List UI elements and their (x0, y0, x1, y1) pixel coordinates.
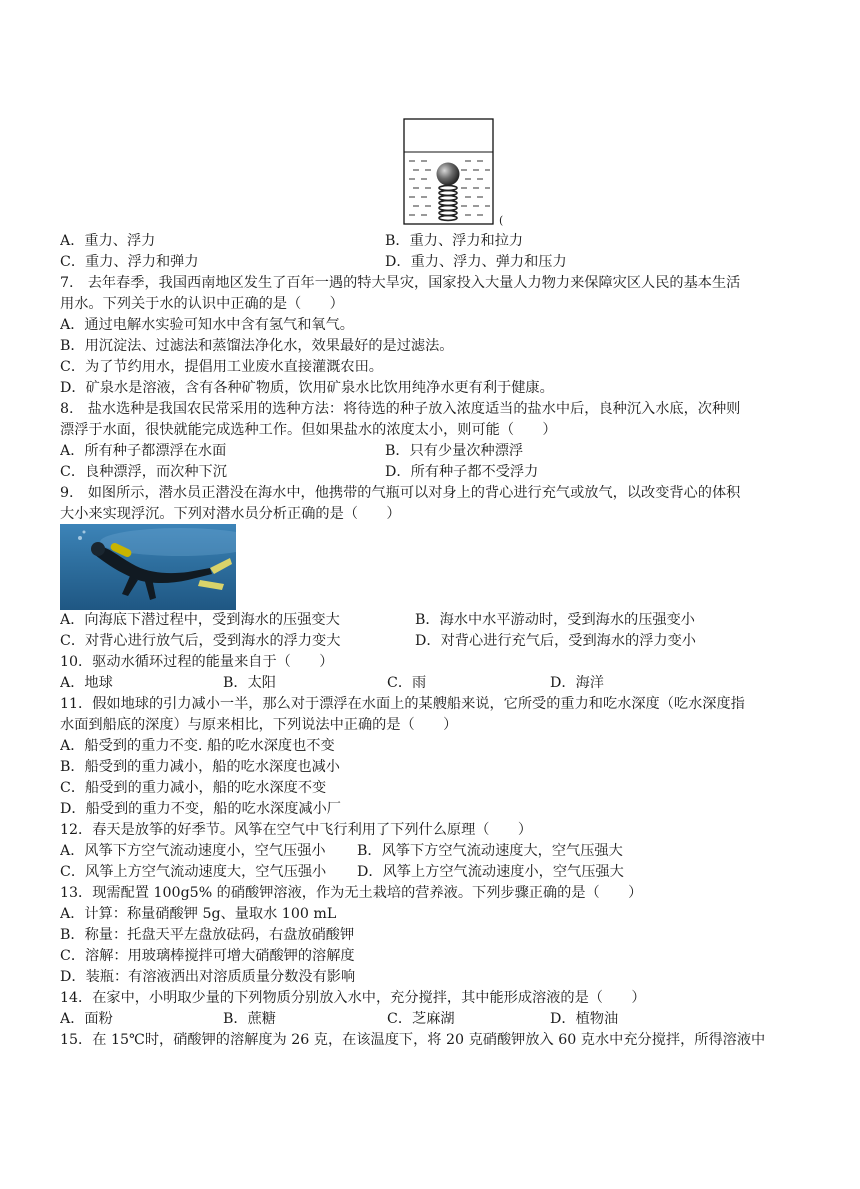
q6-option-b: B．重力、浮力和拉力 (385, 233, 524, 249)
q12-options-row1 (60, 841, 800, 862)
q12-options-row2 (60, 862, 800, 883)
q9-options-row1 (60, 610, 800, 631)
q6-option-a: A．重力、浮力 (60, 233, 156, 249)
q10-option-b: B．太阳 (223, 675, 276, 691)
q6-options-row1 (60, 231, 800, 252)
q9-option-c: C．对背心进行放气后，受到海水的浮力变大 (60, 633, 341, 649)
q13-option-d: D．装瓶：有溶液洒出对溶质质量分数没有影响 (60, 969, 356, 985)
q13-option-b: B．称量：托盘天平左盘放砝码，右盘放硝酸钾 (60, 927, 355, 943)
q8-option-d: D．所有种子都不受浮力 (385, 464, 539, 480)
q11-option-a: A．船受到的重力不变. 船的吃水深度也不变 (60, 738, 335, 754)
diver-photo (60, 524, 236, 610)
q14-option-d: D．植物油 (550, 1011, 619, 1027)
q13-option-c: C．溶解：用玻璃棒搅拌可增大硝酸钾的溶解度 (60, 948, 355, 964)
diver-illustration (60, 524, 236, 610)
q9-stem-line1: 9. 如图所示，潜水员正潜没在海水中，他携带的气瓶可以对身上的背心进行充气或放气，以改变背心的体积 (60, 485, 741, 501)
q11-stem-line2: 水面到船底的深度）与原来相比，下列说法中正确的是（ ） (60, 717, 458, 733)
q7-option-b: B．用沉淀法、过滤法和蒸馏法净化水，效果最好的是过滤法。 (60, 338, 454, 354)
q7-option-d: D．矿泉水是溶液，含有各种矿物质，饮用矿泉水比饮用纯净水更有利于健康。 (60, 380, 554, 396)
q7-stem-line1: 7. 去年春季，我国西南地区发生了百年一遇的特大旱灾，国家投入大量人力物力来保障灾区人民的基本生活 (60, 275, 741, 291)
q13-stem: 13．现需配置 100g5% 的硝酸钾溶液，作为无土栽培的营养液。下列步骤正确的是（ ） (60, 885, 643, 901)
q14-option-b: B．蔗糖 (223, 1011, 276, 1027)
q7-option-a: A．通过电解水实验可知水中含有氢气和氧气。 (60, 317, 354, 333)
q8-option-c: C．良种漂浮，而次种下沉 (60, 464, 227, 480)
figure-mark: ( (499, 214, 504, 227)
q9-option-d: D．对背心进行充气后，受到海水的浮力变小 (415, 633, 696, 649)
q14-option-a: A．面粉 (60, 1011, 113, 1027)
q8-stem-line1: 8. 盐水选种是我国农民常采用的选种方法：将待选的种子放入浓度适当的盐水中后，良种沉入水底，次种则 (60, 401, 741, 417)
q11-stem-line1: 11．假如地球的引力减小一半，那么对于漂浮在水面上的某艘船来说，它所受的重力和吃水深度（吃水深度指 (60, 696, 745, 712)
q9-option-b: B．海水中水平游动时，受到海水的压强变小 (415, 612, 695, 628)
q8-stem-line2: 漂浮于水面，很快就能完成选种工作。但如果盐水的浓度太小，则可能（ ） (60, 422, 557, 438)
q15-stem: 15．在 15℃时，硝酸钾的溶解度为 26 克，在该温度下，将 20 克硝酸钾放入 60 克水中充分搅拌，所得溶液中 (60, 1032, 766, 1048)
q9-stem-line2: 大小来实现浮沉。下列对潜水员分析正确的是（ ） (60, 506, 401, 522)
q13-option-a: A．计算：称量硝酸钾 5g、量取水 100 mL (60, 906, 337, 922)
q8-options-row1 (60, 441, 800, 462)
q10-stem: 10．驱动水循环过程的能量来自于（ ） (60, 654, 334, 670)
q11-option-b: B．船受到的重力减小，船的吃水深度也减小 (60, 759, 340, 775)
q12-stem: 12．春天是放筝的好季节。风筝在空气中飞行利用了下列什么原理（ ） (60, 822, 533, 838)
q7-stem-line2: 用水。下列关于水的认识中正确的是（ ） (60, 296, 344, 312)
q12-option-d: D．风筝上方空气流动速度小，空气压强大 (357, 864, 624, 880)
q10-options (60, 673, 800, 694)
q6-option-c: C．重力、浮力和弹力 (60, 254, 199, 270)
q6-options-row2 (60, 252, 800, 273)
q8-options-row2 (60, 462, 800, 483)
q11-option-c: C．船受到的重力减小，船的吃水深度不变 (60, 780, 327, 796)
q12-option-c: C．风筝上方空气流动速度大，空气压强小 (60, 864, 327, 880)
q10-option-a: A．地球 (60, 675, 113, 691)
q10-option-d: D．海洋 (550, 675, 604, 691)
beaker-spring-ball-figure (403, 118, 511, 228)
q10-option-c: C．雨 (387, 675, 427, 691)
q6-option-d: D．重力、浮力、弹力和压力 (385, 254, 567, 270)
q7-option-c: C．为了节约用水，提倡用工业废水直接灌溉农田。 (60, 359, 383, 375)
q14-stem: 14．在家中，小明取少量的下列物质分别放入水中，充分搅拌，其中能形成溶液的是（ ） (60, 990, 646, 1006)
q11-option-d: D．船受到的重力不变，船的吃水深度减小厂 (60, 801, 341, 817)
q12-option-a: A．风筝下方空气流动速度小，空气压强小 (60, 843, 326, 859)
q12-option-b: B．风筝下方空气流动速度大，空气压强大 (357, 843, 623, 859)
q14-option-c: C．芝麻湖 (387, 1011, 455, 1027)
q9-options-row2 (60, 631, 800, 652)
q8-option-a: A．所有种子都漂浮在水面 (60, 443, 227, 459)
q8-option-b: B．只有少量次种漂浮 (385, 443, 524, 459)
q9-option-a: A．向海底下潜过程中，受到海水的压强变大 (60, 612, 340, 628)
q14-options (60, 1009, 800, 1030)
ball (437, 163, 460, 186)
